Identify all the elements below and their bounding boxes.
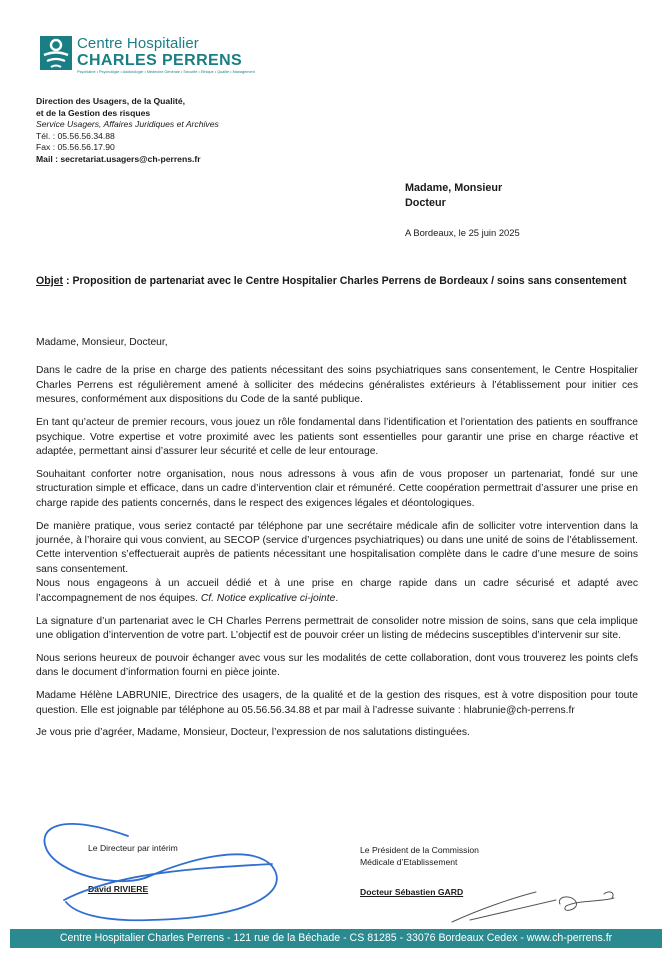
subject-text: : Proposition de partenariat avec le Centre Hospitalier Charles Perrens de Bordeaux / soins sans consentement: [63, 275, 627, 287]
sender-service: Service Usagers, Affaires Juridiques et Archives: [36, 119, 219, 130]
logo-tagline: Psychiatrie • Psychologie • Addictologie • Médecine Générale • Sécurité • Ethique • Qualité • Management: [77, 70, 255, 74]
right-signatory-name: Docteur Sébastien GARD: [360, 887, 464, 897]
letter-date: A Bordeaux, le 25 juin 2025: [405, 227, 520, 238]
hospital-logo-icon: [40, 36, 72, 70]
hospital-logo: [40, 34, 255, 74]
paragraph-3: Souhaitant conforter notre organisation, nous nous adressons à vous afin de vous proposer un partenariat, fondé sur une structuration simple et efficace, dans un cadre d’intervention clair et rémunéré. Cette coopération permettrait d’assurer une prise en charge rapide des patients concernés, dans le respect des exigences légales et déontologiques.: [36, 468, 638, 509]
paragraph-5: [36, 577, 638, 606]
sender-email: Mail : secretariat.usagers@ch-perrens.fr: [36, 153, 201, 164]
recipient-block: [405, 181, 502, 210]
subject-label: Objet: [36, 275, 64, 287]
paragraph-6: La signature d’un partenariat avec le CH Charles Perrens permettrait de consolider notre mission de soins, sans que cela implique une obligation d’intervention de votre part. L’objectif est de pouvoir créer un listing de médecins susceptibles d’intervenir sur site.: [36, 615, 638, 641]
sender-department-2: et de la Gestion des risques: [36, 107, 151, 118]
logo-line-2: CHARLES PERRENS: [77, 52, 243, 69]
paragraph-5-end: .: [335, 592, 339, 604]
letter-body: [36, 336, 638, 749]
paragraph-8: Madame Hélène LABRUNIE, Directrice des usagers, de la qualité et de la gestion des risques, est à votre disposition pour toute question. Elle est joignable par téléphone au 05.56.56.34.88 et par mail à l’adresse suivante : hlabrunie@ch-perrens.fr: [36, 690, 638, 716]
director-signature: [44, 824, 276, 920]
recipient-line-1: Madame, Monsieur: [405, 182, 503, 194]
letter-subject: [36, 274, 636, 289]
left-signatory-title: Le Directeur par intérim: [88, 843, 178, 853]
sender-phone: Tél. : 05.56.56.34.88: [36, 130, 115, 141]
paragraph-7: Nous serions heureux de pouvoir échanger avec vous sur les modalités de cette collaboration, dont vous trouverez les points clefs dans le document d’information fourni en pièce jointe.: [36, 652, 638, 679]
paragraph-5-text: Nous nous engageons à un accueil dédié et à une prise en charge rapide dans un cadre sécurisé et adapté avec l’accompagnement de nos équipes.: [36, 578, 638, 604]
logo-line-1: Centre Hospitalier: [77, 35, 199, 52]
sender-block: [36, 96, 219, 166]
footer-address-bar: Centre Hospitalier Charles Perrens - 121 rue de la Béchade - CS 81285 - 33076 Bordeaux Cedex - www.ch-perrens.fr: [10, 929, 662, 948]
sender-department: Direction des Usagers, de la Qualité,: [36, 96, 186, 106]
paragraph-1: Dans le cadre de la prise en charge des patients nécessitant des soins psychiatriques sans consentement, le Centre Hospitalier Charles Perrens est régulièrement amené à solliciter des médecins généralistes extérieurs à l’établissement pour initier ces mesures, conformément aux dispositions du Code de la santé publique.: [36, 365, 638, 406]
sender-fax: Fax : 05.56.56.17.90: [36, 142, 115, 153]
salutation: Madame, Monsieur, Docteur,: [36, 337, 168, 348]
closing-formula: Je vous prie d’agréer, Madame, Monsieur, Docteur, l’expression de nos salutations distinguées.: [36, 727, 470, 739]
president-signature: [452, 892, 614, 922]
recipient-line-2: Docteur: [405, 196, 446, 209]
right-signatory-title-1: Le Président de la Commission: [360, 845, 479, 855]
paragraph-4: De manière pratique, vous seriez contacté par téléphone par une secrétaire médicale afin de solliciter votre intervention dans la journée, à l’horaire qui vous convient, au SECOP (service d’urgences psychiatriques) ou dans une unité de soins de l’établissement. Cette intervention s’effectuerait auprès de patients nécessitant une hospitalisation complète dans le cadre d’une mesure de soins sans consentement.: [36, 520, 638, 575]
paragraph-2: En tant qu’acteur de premier recours, vous jouez un rôle fondamental dans l’identification et l’orientation des patients en souffrance psychique. Votre expertise et votre proximité avec les patients sont essentielles pour garantir une prise en charge réactive et adaptée, permettant ainsi d’assurer leur sécurité et celle de leur entourage.: [36, 417, 638, 457]
right-signatory-title: [360, 845, 479, 868]
left-signatory-name: David RIVIERE: [88, 884, 149, 894]
right-signatory-title-2: Médicale d’Etablissement: [360, 856, 458, 867]
notice-reference: Cf. Notice explicative ci-jointe: [200, 592, 336, 604]
